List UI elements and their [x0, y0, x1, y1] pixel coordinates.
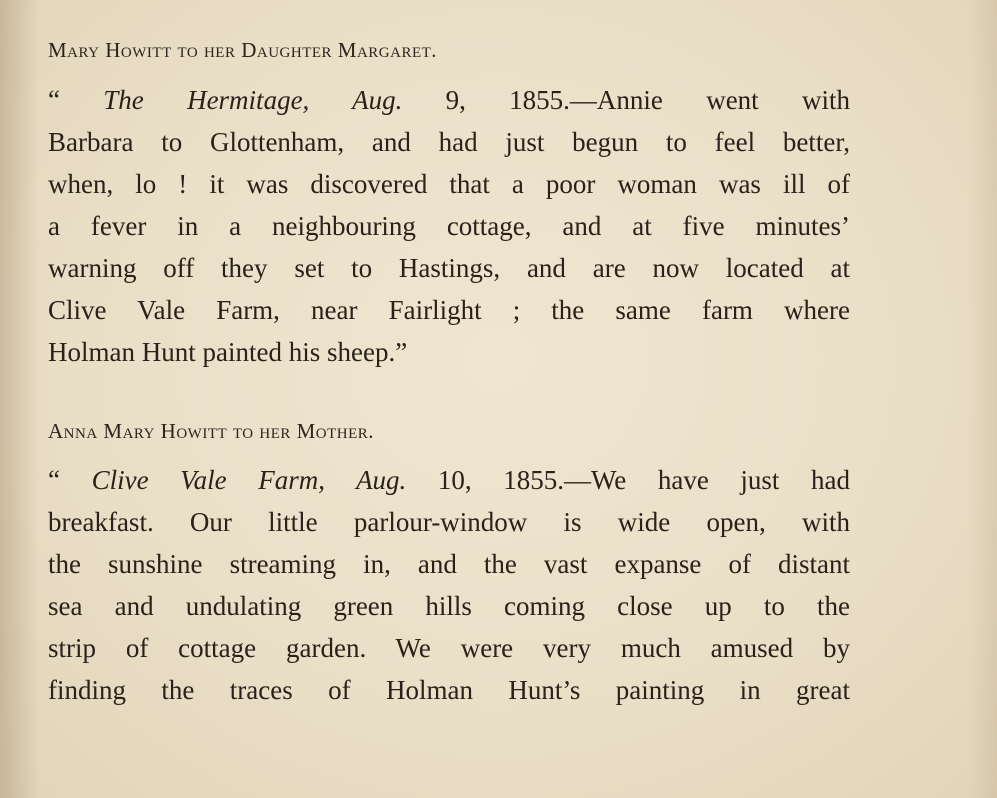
open-quote: “: [48, 85, 104, 115]
paragraph-line: when, lo ! it was discovered that a poor woman was ill of: [48, 169, 850, 199]
paragraph-line: Clive Vale Farm, near Fairlight ; the same farm where: [48, 295, 850, 325]
letter-heading-mary-to-margaret: Mary Howitt to her Daughter Margaret.: [48, 38, 438, 62]
paragraph-line: Barbara to Glottenham, and had just begun to feel better,: [48, 127, 850, 157]
open-quote: “: [48, 465, 92, 495]
paragraph-line: breakfast. Our little parlour-window is wide open, with: [48, 507, 850, 537]
line-rest: 9, 1855.—Annie went with: [402, 85, 850, 115]
paragraph-line: warning off they set to Hastings, and are now located at: [48, 253, 850, 283]
paragraph-line: Holman Hunt painted his sheep.”: [48, 337, 408, 367]
line-rest: 10, 1855.—We have just had: [406, 465, 850, 495]
paragraph-line: [48, 459, 850, 501]
paragraph-line: the sunshine streaming in, and the vast expanse of distant: [48, 549, 850, 579]
paragraph-line: strip of cottage garden. We were very much amused by: [48, 633, 850, 663]
letter-place: Clive Vale Farm,: [91, 465, 325, 495]
paragraph-line: [48, 79, 850, 121]
letter-month: Aug.: [309, 85, 403, 115]
letter-paragraph-clive-vale: [48, 459, 850, 711]
paragraph-line: a fever in a neighbouring cottage, and at five minutes’: [48, 211, 850, 241]
paragraph-line: sea and undulating green hills coming close up to the: [48, 591, 850, 621]
letter-paragraph-hermitage: [48, 79, 850, 373]
paragraph-line: finding the traces of Holman Hunt’s painting in great: [48, 675, 850, 705]
letter-place: The Hermitage,: [103, 85, 310, 115]
letter-heading-anna-to-mother: Anna Mary Howitt to her Mother.: [48, 419, 375, 443]
letter-month: Aug.: [324, 465, 407, 495]
